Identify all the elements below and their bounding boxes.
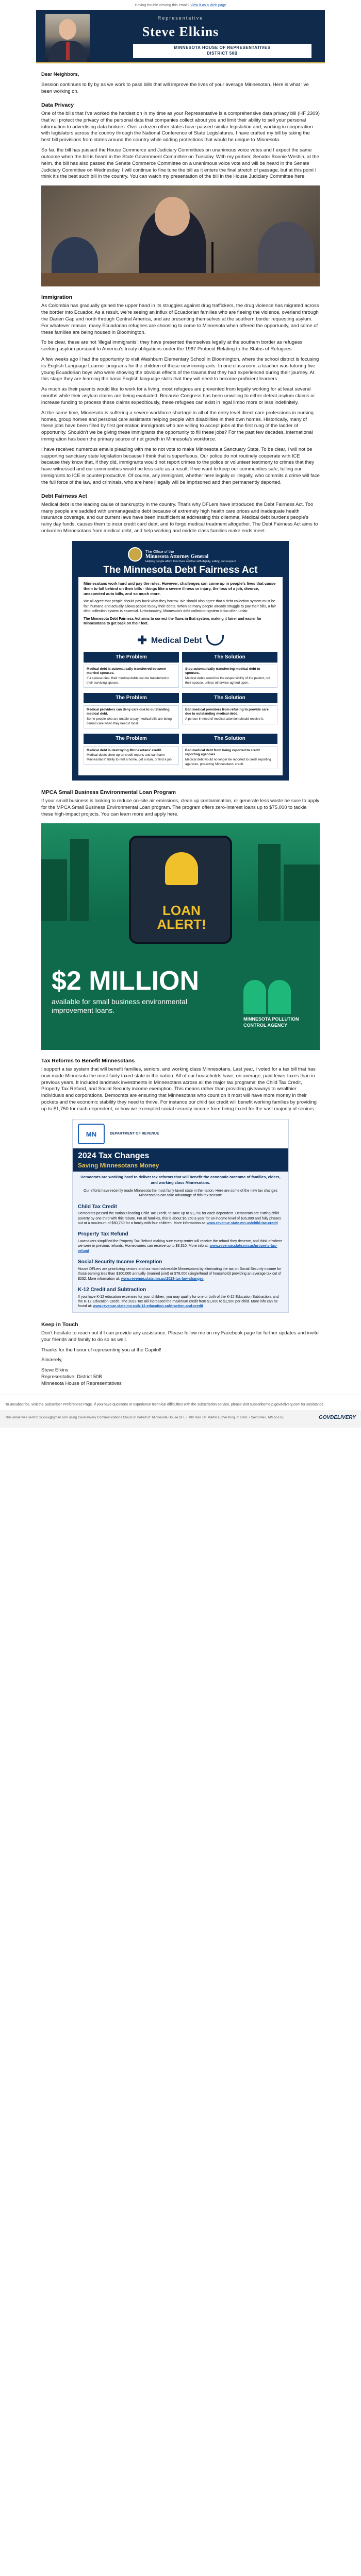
dfa-grid — [84, 652, 277, 771]
tax-title-bar — [73, 1148, 288, 1172]
loan-alert-graphic — [41, 823, 320, 1050]
banner-district: MINNESOTA HOUSE OF REPRESENTATIVES DISTRICT 50B — [133, 44, 311, 58]
problem-column — [84, 693, 179, 731]
solution-heading: The Solution — [182, 693, 277, 703]
signature-title: Representative, District 50B — [41, 1374, 102, 1380]
phone-icon — [129, 836, 232, 944]
tax-dept: DEPARTMENT OF REVENUE — [110, 1131, 159, 1136]
dfa-para-2: We all agree that people should pay back what they borrow. We should also agree that a debt collection system must be fair, humane and actually allows people to pay their debts. When so many people already struggle to pay their bills, a fair debt collection system is essential. Unfortunately, Minnesota's debt collection system is too often unfair. — [84, 600, 276, 614]
committee-photo — [41, 185, 320, 286]
banner-subtitle: Representative — [157, 15, 204, 21]
preheader — [0, 0, 361, 10]
immigration-paragraph-4: As much as their parents would like to work for a living, most refugees are prevented from legally working for at least several months while their asylum claims are being evaluated. Because Congress has been unwilling to either defeat asylum claims or increase funding to process these claims expeditiously, these refugees can exist in legal limbo more or less indefinitely. — [41, 386, 315, 405]
solution-column — [182, 693, 277, 731]
tax-changes-graphic — [72, 1119, 289, 1313]
dfa-agency-name: Minnesota Attorney General — [145, 553, 209, 560]
solution-card — [182, 665, 277, 688]
solution-text: Medical debts would be the responsibility of the patient, not their spouse, unless otherwise agreed upon. — [185, 676, 270, 685]
tax-section-text: Lawmakers simplified the Property Tax Refund making sure every renter will receive the refund they deserve, and think of where we were in previous refunds. Homeowners can receive up to $3,310. More info at: — [78, 1239, 283, 1248]
tax-section-text: Democrats passed the nation's leading Child Tax Credit, to save up to $1,750 for each dependent. Democrats are cutting child poverty by one third with this rebate. For all families, this is about $5,250 a year for an income level of $35,000 and fully phases out at a maximum of $60,750 for a family with four children. More information at: — [78, 1212, 281, 1225]
tax-section-link[interactable]: www.revenue.state.mn.us/k-12-education-subtraction-and-credit — [93, 1304, 203, 1309]
immigration-paragraph-6: I have received numerous emails pleading with me to not vote to make Minnesota a Sanctuary State. To be clear, I will not be supporting sanctuary state legislation because I think that is superfluous. Our police do not routinely cooperate with ICE because they know that, if they did, immigrants would not report crimes to the police or volunteer testimony to crimes that they have witnessed and our communities would be less safe as a result. If we want to keep our communities safe, telling our immigrants to ICE is counterproductive. Of course, any immigrant, whether here legally or illegally, who commits a crime will face the full force of the law, and criminals, who are here illegally will be imprisoned and then permanently deported. — [41, 446, 320, 485]
immigration-paragraph-2: To be clear, these are not 'illegal immigrants'; they have presented themselves legally at the southern border as refugees seeking asylum pursuant to America's treaty obligations under the 1967 Protocol Relating to the Status of Refugees. — [41, 340, 303, 352]
tax-section-title: Child Tax Credit — [78, 1204, 117, 1210]
problem-column — [84, 734, 179, 771]
unsubscribe-note: To unsubscribe, visit the Subscriber Preferences Page. If you have questions or experience technical difficulties with the subscription service, please visit subscriberhelp.govdelivery.com for assistance. — [0, 1395, 361, 1410]
loan-amount-block — [52, 965, 222, 1015]
dfa-body — [78, 577, 283, 775]
tax-section — [73, 1201, 288, 1229]
tax-slogan: Saving Minnesotans Money — [78, 1162, 159, 1170]
solution-card — [182, 746, 277, 770]
tax-section-title: K-12 Credit and Subtraction — [78, 1287, 146, 1293]
tax-section-link[interactable]: www.revenue.state.mn.us/property-tax-refund — [78, 1244, 277, 1253]
problem-heading: The Problem — [84, 693, 179, 703]
solution-text: Medical debt would no longer be reported to credit reporting agencies, protecting Minnesotans' credit. — [185, 758, 271, 766]
footer-legal: This email was sent to xxxxxx@gmail.com using GovDelivery Communications Cloud on behalf of: Minnesota House DFL • 100 Rev. Dr. Martin Luther King Jr. Blvd. • Saint Paul, MN 55155 — [5, 1415, 284, 1419]
solution-column — [182, 652, 277, 690]
tax-section-link[interactable]: www.revenue.state.mn.us/2023-tax-law-changes — [121, 1277, 204, 1281]
privacy-heading: Data Privacy — [41, 101, 74, 108]
solution-heading: The Solution — [182, 734, 277, 744]
tax-section-title: Property Tax Refund — [78, 1231, 128, 1238]
immigration-heading: Immigration — [41, 294, 73, 301]
medical-cross-icon: ✚ — [137, 634, 147, 647]
tax-heading: Tax Reforms to Benefit Minnesotans — [41, 1057, 135, 1064]
medical-debt-label: Medical Debt — [151, 636, 202, 645]
banner-name: Steve Elkins — [142, 24, 219, 39]
tax-section-link[interactable]: www.revenue.state.mn.us/child-tax-credit — [206, 1221, 278, 1225]
problem-title: Medical providers can deny care due to outstanding medical debt. — [87, 707, 170, 716]
tax-section — [73, 1257, 288, 1284]
privacy-paragraph-1: One of the bills that I've worked the hardest on in my time as your Representative is a comprehensive data privacy bill (HF 2309) that will protect the privacy of the personal data that companies collect about you and limit their ability to sell your personal information to advertising data brokers. Over a dozen other states have passed similar legislation and, working in cooperation with legislators across the country through the National Conference of State Legislatures, I have crafted my bill by taking the best bill provisions from states around the country while adding protections that would be unique to Minnesota. — [41, 111, 320, 143]
mpca-paragraph: If your small business is looking to reduce on-site air emissions, clean up contamination, or generate less waste be sure to apply for the MPCA Small Business Environmental Loan program. The program offers zero-interest loans up to $75,000 to tackle these high-impact projects. You can learn more and apply here. — [41, 798, 320, 818]
dfa-title: The Minnesota Debt Fairness Act — [103, 564, 258, 575]
closing: Sincerely, — [41, 1357, 63, 1363]
banner-title — [36, 15, 325, 40]
mpca-logo — [243, 980, 299, 1029]
bell-icon — [165, 852, 198, 885]
revenue-logo-text: MN — [86, 1130, 97, 1138]
view-web-link[interactable]: View it as a Web page — [190, 4, 226, 7]
problem-title: Medical debt is destroying Minnesotans' credit. — [87, 748, 162, 752]
privacy-paragraph-2: So far, the bill has passed the House Commerce and Judiciary Committees on unanimous voice votes and I expect the same outcome when the bill is heard in the State Government Committee on Tuesday. With my partner, Senator Bonnie Westlin, at the helm, the bill has also passed the Senate Commerce Committee on a unanimous voice vote and will be heard in the Senate Judiciary Committee on Wednesday. I will continue to fine tune the bill as it enters the final stretch of passage, but at this point I think it's the best such bill in the country. You can watch my presentation of the bill in the House Judiciary Committee here. — [41, 147, 319, 180]
tax-section — [73, 1229, 288, 1257]
email-body — [36, 10, 325, 1387]
tax-section — [73, 1284, 288, 1312]
problem-text: Some people who are unable to pay medical bills are being denied care when they need it most. — [87, 717, 172, 725]
debt-heading: Debt Fairness Act — [41, 493, 87, 499]
signature-org: Minnesota House of Representatives — [41, 1380, 122, 1386]
problem-text: If a spouse dies, their medical debts can be transferred to their surviving spouse. — [87, 676, 170, 685]
preheader-text: Having trouble viewing this email? — [135, 4, 190, 7]
tax-lead: Democrats are working hard to deliver tax reforms that will benefit the economic outcome of families, elders, and working class Minnesotans. — [80, 1175, 281, 1185]
solution-text: A person in need of medical attention should receive it. — [185, 717, 264, 721]
loan-alert-text: LOAN ALERT! — [157, 902, 206, 933]
revenue-logo-icon — [78, 1124, 105, 1144]
dfa-para-3: The Minnesota Debt Fairness Act aims to correct the flaws in that system, making it fairer and easier for Minnesotans to get back on their feet. — [84, 617, 262, 626]
problem-heading: The Problem — [84, 734, 179, 744]
problem-card — [84, 705, 179, 729]
solution-title: Stop automatically transferring medical debt to spouses. — [185, 667, 260, 675]
dfa-agency-tag: Helping people afford their lives and live with dignity, safety, and respect — [145, 560, 236, 563]
dfa-lead: Minnesotans work hard and pay the rules. However, challenges can come up in people's lives that cause them to fall behind on their bills - things like a severe illness or injury, the loss of a job, divorce, unexpected auto bills, and so much more. — [84, 581, 276, 597]
solution-title: Ban medical providers from refusing to provide care due to outstanding medical debt. — [185, 707, 269, 716]
immigration-paragraph-1: As Colombia has gradually gained the upper hand in its struggles against drug traffickers, the drug violence has migrated across the border into Ecuador. As a result, we're seeing an influx of Ecuadorian families who are fleeing the violence, overland through the Darien Gap and north through Central America, and are presenting themselves at the southern border requesting asylum. For whatever reason, many Ecuadorian refugees are choosing to come to Minnesota when offered the opportunity, and some of these families are being housed in Bloomington. — [41, 303, 319, 335]
immigration-paragraph-3: A few weeks ago I had the opportunity to visit Washburn Elementary School in Bloomington, where the school district is focusing its English Language Learner programs for the children of these new immigrants. In one classroom, a teacher was tutoring five young Ecuadorian boys who were showing the obvious effects of the trauma that they had experienced during their journey. At this stage they are learning the basic English language skills that they will need to become proficient learners. — [41, 357, 319, 382]
tax-section-text: If you have K-12 education expenses for your children, you may qualify for one or both of the K-12 Education Subtraction, and the K-12 Education Credit. The 2023 Tax Bill increased the maximum credit from $1,000 to $1,500 per child. More info can be found at: — [78, 1295, 279, 1309]
dfa-agency — [145, 549, 236, 564]
problem-text: Medical debts show up on credit reports and can harm Minnesotans' ability to rent a home, get a loan, or find a job. — [87, 753, 173, 761]
debt-paragraph: Medical debt is the leading cause of bankruptcy in the country. That's why DFLers have introduced the Debt Fairness Act. Too many people are saddled with unmanageable debt because of extremely high health care prices and inadequate health insurance coverage, and our current laws have been insufficient at addressing this dilemma. Medical debt burdens people's rainy day funds, causes them to incur credit card debt, and to forgo medical treatment altogether. The Debt Fairness Act aims to unburden Minnesotans from medical debt, and help working and middle class families make ends meet. — [41, 501, 318, 534]
dfa-header — [78, 547, 283, 577]
tax-paragraph: I support a tax system that will benefit families, seniors, and working class Minnesotans. Last year, I voted for a tax bill that has now made Minnesota the most fairly taxed state in the nation. All of our households have, on average, paid fewer taxes than in previous years. It included landmark investments in Minnesotans across all the major tax programs: the Child Tax Credit, Property Tax Refund, and Social Security income exemption. This means rather than providing giveaways to wealthier individuals and corporations, Democrats are ensuring that Minnesotans who count on it most will have more money in their pockets and the economic stability they need to thrive. For instance our child tax credit will benefit working families by providing up to $1,750 for each dependent, or how we exempted social security income from being taxed for the vast majority of seniors. — [41, 1066, 317, 1112]
main-content — [36, 63, 325, 1387]
greeting: Dear Neighbors, — [41, 72, 79, 78]
intro-paragraph: Session continues to fly by as we work to pass bills that will improve the lives of your average Minnesotan. Here is what I've been working on. — [41, 82, 309, 95]
loan-amount: $2 MILLION — [52, 965, 200, 996]
immigration-paragraph-5: At the same time, Minnesota is suffering a severe workforce shortage in all of the entry level direct care professions in nursing homes, group homes and personal care assistants helping people with disabilities in their own homes. Historically, many of these jobs have been filled by first generation immigrants who are willing to accept jobs at the first rung of the ladder of opportunity. Shouldn't we be giving these immigrants the opportunity to fill these jobs? For the past few decades, international immigration has been the primary source of net growth in Minnesota's workforce. — [41, 410, 314, 442]
footer — [0, 1410, 361, 1428]
dfa-agency-top: The Office of the — [145, 549, 174, 554]
touch-paragraph-1: Don't hesitate to reach out if I can provide any assistance. Please follow me on my Facebook page for further updates and invite your friends and family to do so as well. — [41, 1330, 319, 1343]
banner — [36, 10, 325, 63]
tax-graphic-header — [73, 1120, 288, 1148]
touch-paragraph-2: Thanks for the honor of representing you at the Capitol! — [41, 1347, 161, 1353]
tax-section-title: Social Security Income Exemption — [78, 1259, 162, 1265]
tax-section-text: House DFLers are prioritizing seniors and our most vulnerable Minnesotans by eliminating the tax on Social Security income for those earning less than $100,000 annually (married joint) or $78,000 (single/head of household) providing an average tax cut of $232. More information at: — [78, 1267, 282, 1281]
ag-seal-icon — [128, 547, 142, 562]
problem-card — [84, 746, 179, 765]
touch-heading: Keep in Touch — [41, 1321, 78, 1328]
solution-column — [182, 734, 277, 771]
medical-debt-banner — [84, 629, 277, 652]
tax-year-title: 2024 Tax Changes — [78, 1151, 150, 1160]
problem-column — [84, 652, 179, 690]
mpca-logo-text: MINNESOTA POLLUTION CONTROL AGENCY — [243, 1016, 299, 1028]
solution-card — [182, 705, 277, 724]
solution-heading: The Solution — [182, 652, 277, 663]
tax-lead-2: Our efforts have recently made Minnesota the most fairly taxed state in the nation. Here are some of the new tax changes Minnesotans can take advantage of this tax season: — [83, 1189, 278, 1198]
govdelivery-logo: GOVDELIVERY — [318, 1415, 356, 1421]
problem-heading: The Problem — [84, 652, 179, 663]
signature-name: Steve Elkins — [41, 1367, 69, 1374]
problem-title: Medical debt is automatically transferred between married spouses. — [87, 667, 166, 675]
stethoscope-icon — [206, 635, 224, 646]
solution-title: Ban medical debt from being reported to credit reporting agencies. — [185, 748, 260, 757]
loan-caption: available for small business environmental improvement loans. — [52, 997, 188, 1014]
problem-card — [84, 665, 179, 688]
debt-fairness-graphic — [72, 541, 289, 781]
mpca-heading: MPCA Small Business Environmental Loan Program — [41, 789, 176, 796]
